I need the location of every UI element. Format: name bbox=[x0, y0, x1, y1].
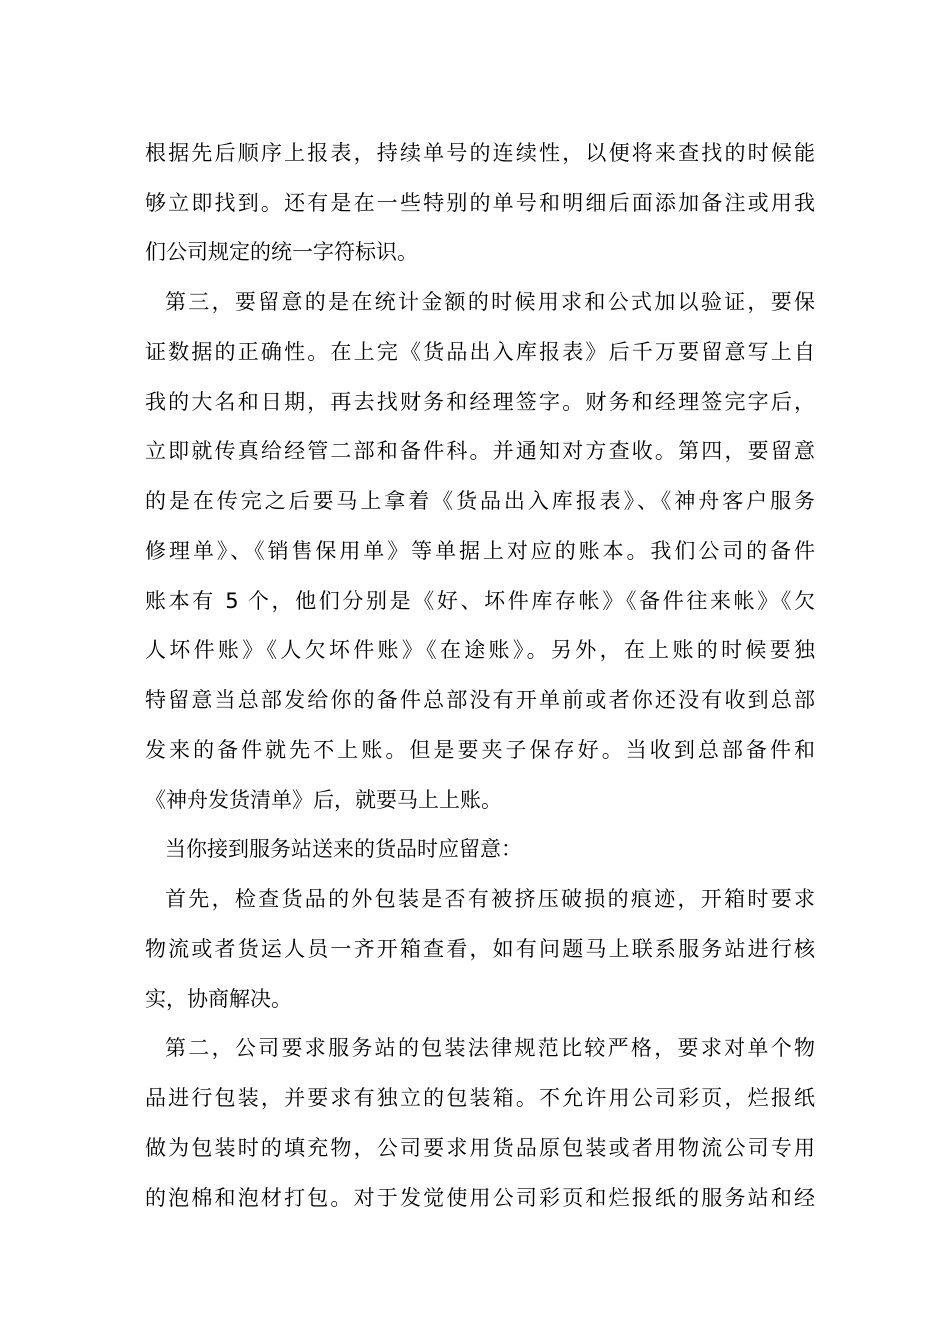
text-line: 立即就传真给经管二部和备件科。并通知对方查收。第四，要留意 bbox=[145, 439, 815, 463]
text-line: 的泡棉和泡材打包。对于发觉使用公司彩页和烂报纸的服务站和经 bbox=[145, 1186, 815, 1210]
paragraph-start-line: 首先，检查货品的外包装是否有被挤压破损的痕迹，开箱时要求 bbox=[165, 887, 815, 911]
text-line: 够立即找到。还有是在一些特别的单号和明细后面添加备注或用我 bbox=[145, 191, 815, 215]
text-line: 们公司规定的统一字符标识。 bbox=[145, 240, 418, 264]
text-line: 物流或者货运人员一齐开箱查看，如有问题马上联系服务站进行核 bbox=[145, 937, 815, 961]
text-line: 证数据的正确性。在上完《货品出入库报表》后千万要留意写上自 bbox=[145, 340, 815, 364]
text-line: 我的大名和日期，再去找财务和经理签字。财务和经理签完字后， bbox=[145, 390, 815, 414]
text-line: 的是在传完之后要马上拿着《货品出入库报表》、《神舟客户服务 bbox=[145, 489, 815, 513]
text-line: 品进行包装，并要求有独立的包装箱。不允许用公司彩页，烂报纸 bbox=[145, 1086, 815, 1110]
text-line: 《神舟发货清单》后，就要马上上账。 bbox=[145, 788, 502, 812]
text-line: 修理单》、《销售保用单》等单据上对应的账本。我们公司的备件 bbox=[145, 539, 815, 563]
text-line: 做为包装时的填充物，公司要求用货品原包装或者用物流公司专用 bbox=[145, 1136, 815, 1160]
paragraph-start-line: 当你接到服务站送来的货品时应留意： bbox=[165, 837, 522, 861]
text-line: 特留意当总部发给你的备件总部没有开单前或者你还没有收到总部 bbox=[145, 688, 815, 712]
text-line: 人坏件账》《人欠坏件账》《在途账》。另外，在上账的时候要独 bbox=[145, 638, 815, 662]
paragraph-start-line: 第二，公司要求服务站的包装法律规范比较严格，要求对单个物 bbox=[165, 1036, 815, 1060]
text-line: 发来的备件就先不上账。但是要夹子保存好。当收到总部备件和 bbox=[145, 738, 815, 762]
paragraph-start-line: 第三，要留意的是在统计金额的时候用求和公式加以验证，要保 bbox=[165, 290, 815, 314]
text-line: 账本有 5 个，他们分别是《好、坏件库存帐》《备件往来帐》《欠 bbox=[145, 589, 815, 613]
text-line: 实，协商解决。 bbox=[145, 987, 292, 1011]
text-line: 根据先后顺序上报表，持续单号的连续性，以便将来查找的时候能 bbox=[145, 141, 815, 165]
